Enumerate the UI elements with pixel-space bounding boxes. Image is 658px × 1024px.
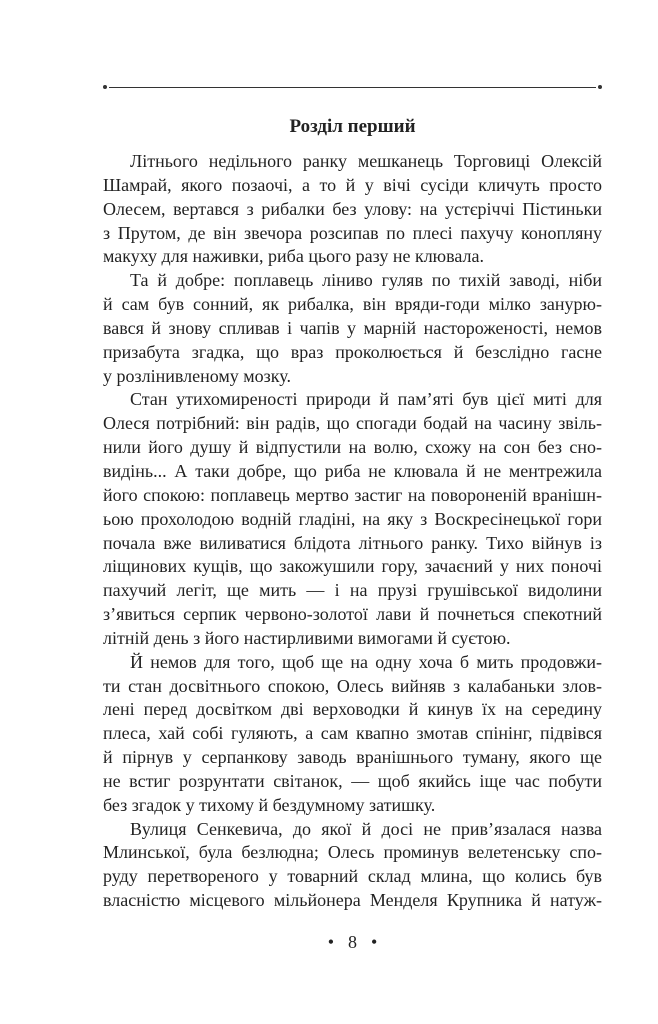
text-line: Й немов для того, щоб ще на одну хоча б мить продовжи-: [130, 651, 602, 672]
page-number: 8: [348, 932, 357, 952]
text-line: з Прутом, де він звечора розсипав по плесі пахучу конопляну: [103, 222, 602, 243]
text-line: пахучий легіт, ще мить — і на прузі грушівської видолини: [103, 580, 602, 601]
text-line: Олесем, вертався з рибалки без улову: на устєріччі Пістиньки: [103, 198, 602, 219]
paragraph-1: [103, 150, 602, 269]
text-line: літній день з його настирливими вимогами й суєтою.: [103, 627, 511, 648]
text-line: ліщинових кущів, що закожушили гору, зачаєний у них поночі: [103, 556, 602, 577]
paragraph-5: [103, 818, 602, 913]
text-line: лені перед досвітком дві верховодки й кинув їх на середину: [103, 699, 602, 720]
text-line: ьою прохолодою водній гладіні, на яку з Воскресінецької гори: [103, 508, 602, 529]
text-line: призабута згадка, що враз проколюється й безслідно гасне: [103, 341, 602, 362]
folio-bullet-right: •: [371, 932, 378, 952]
text-line: Літнього недільного ранку мешканець Торговиці Олексій: [130, 151, 602, 171]
text-line: Олеся потрібний: він радів, що спогади бодай на часину звіль-: [103, 413, 602, 434]
paragraph-3: [103, 388, 602, 650]
text-line: макуху для наживки, риба цього разу не клювала.: [103, 246, 485, 267]
text-line: й пірнув у серпанкову заводь вранішнього туману, якого ще: [103, 747, 602, 768]
text-line: нили його душу й відпустили на волю, схожу на сон без сно-: [103, 437, 602, 458]
paragraph-2: [103, 269, 602, 388]
text-line: з’явиться серпик червоно-золотої лави й почнеться спекотний: [103, 604, 602, 625]
text-line: вався й знову спливав і чапів у марній настороженості, немов: [103, 317, 602, 338]
text-line: видінь... А таки добре, що риба не клювала й не ментрежила: [103, 460, 602, 481]
page-footer: [103, 930, 602, 954]
text-line: Вулиця Сенкевича, до якої й досі не прив’язалася назва: [130, 818, 602, 839]
text-line: Млинської, була безлюдна; Олесь проминув велетенську спо-: [103, 842, 602, 863]
rule-line: [109, 87, 596, 88]
folio-bullet-left: •: [327, 932, 334, 952]
text-line: почала вже виливатися блідота літнього ранку. Тихо війнув із: [103, 532, 602, 553]
rule-left-dot: [103, 85, 107, 89]
text-line: ти стан досвітнього спокою, Олесь вийняв з калабаньки злов-: [103, 675, 602, 696]
rule-right-dot: [598, 85, 602, 89]
text-line: Стан утихомиреності природи й пам’яті був цієї миті для: [130, 389, 602, 410]
text-line: у розлінивленому мозку.: [103, 365, 291, 386]
text-line: руду перетвореного у товарний склад млина, що колись був: [103, 866, 602, 887]
text-line: власністю місцевого мільйонера Менделя Крупника й натуж-: [103, 890, 602, 911]
chapter-title: Розділ перший: [289, 116, 416, 137]
text-line: Шамрай, якого позаочі, а то й у вічі сусіди кличуть просто: [103, 174, 602, 195]
text-line: Та й добре: поплавець ліниво гуляв по тихій заводі, ніби: [130, 270, 602, 291]
text-line: плеса, хай собі гуляють, а сам квапно змотав спінінг, підвівся: [103, 723, 602, 744]
text-line: його спокою: поплавець мертво застиг на повороненій вранішн-: [103, 484, 602, 505]
text-line: без згадок у тихому й бездумному затишку.: [103, 794, 436, 815]
body-text: [103, 150, 602, 913]
top-ornamental-rule: [103, 87, 602, 88]
paragraph-4: [103, 651, 602, 818]
text-line: й сам був сонний, як рибалка, він вряди-годи мілко занурю-: [103, 294, 602, 315]
text-line: не встиг розрунтати світанок, — щоб якийсь іще час побути: [103, 770, 602, 791]
